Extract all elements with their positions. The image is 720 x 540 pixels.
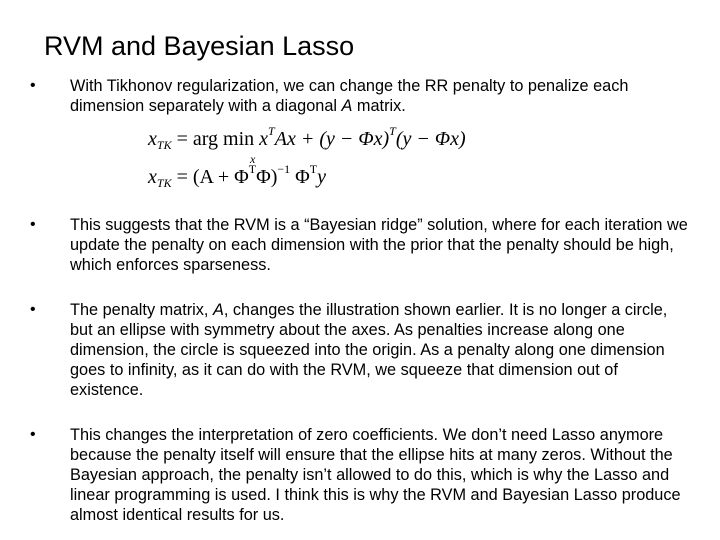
bullet-icon: • — [30, 77, 36, 94]
equation-block — [148, 118, 568, 198]
bullet-icon: • — [30, 216, 36, 233]
bullet-icon: • — [30, 301, 36, 318]
bullet-text-1: With Tikhonov regularization, we can change the RR penalty to penalize each dimension separately with a diagonal A matrix. — [70, 77, 629, 115]
slide-title: RVM and Bayesian Lasso — [44, 31, 355, 61]
equation-closed-form: $x_{TK} = (A + \Phi^T\Phi)^{-1}$ $\Phi^Ty$ — [148, 162, 327, 190]
bullet-text-3: The penalty matrix, A, changes the illustration shown earlier. It is no longer a circle, but an ellipse with symmetry about the axes. As penalties increase along one dimension, the circle is squeezed into the origin. As a penalty along one dimension goes to infinity, as it can do with the RVM, we squeeze that dimension out of existence. — [70, 301, 668, 399]
bullet-text-4: This changes the interpretation of zero coefficients. We don’t need Lasso anymore because the penalty itself will ensure that the ellipse hits at many zeros. Without the Bayesian approach, the penalty isn’t allowed to do this, which is why the Lasso and linear programming is used. I think this is why the RVM and Bayesian Lasso produce almost identical results for us. — [70, 426, 681, 524]
bullet-text-2: This suggests that the RVM is a “Bayesian ridge” solution, where for each iteration we update the penalty on each dimension with the prior that the penalty should be high, which enforces sparseness. — [70, 216, 688, 274]
bullet-icon: • — [30, 426, 36, 443]
equation-argmin: $x_{TK}$ = arg $\min x^TAx + (y - \Phi x)^T(y - \Phi x)$ x — [148, 124, 466, 166]
